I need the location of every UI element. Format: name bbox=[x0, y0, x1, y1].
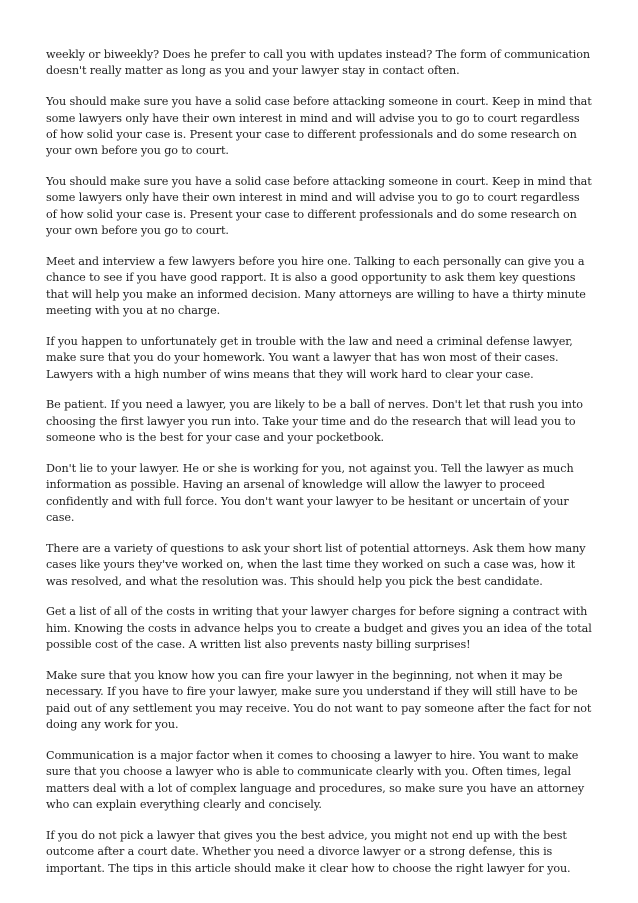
paragraph-8: There are a variety of questions to ask your short list of potential attorneys. Ask them how many cases like yours they've worked on, when the last time they worked on such a case was, how it was resolved, and what the resolution was. This should help you pick the best candidate. bbox=[46, 541, 586, 588]
paragraph-6: Be patient. If you need a lawyer, you are likely to be a ball of nerves. Don't let that rush you into choosing the first lawyer you run into. Take your time and do the research that will lead you to someone who is the best for your case and your pocketbook. bbox=[46, 398, 583, 445]
paragraph-2: You should make sure you have a solid case before attacking someone in court. Keep in mind that some lawyers only have their own interest in mind and will advise you to go to court regardless of how solid your case is. Present your case to different professionals and do some research on your own before you go to court. bbox=[46, 95, 592, 158]
paragraph-4: Meet and interview a few lawyers before you hire one. Talking to each personally can give you a chance to see if you have good rapport. It is also a good opportunity to ask them key questions that will help you make an informed decision. Many attorneys are willing to have a thirty minute meeting with you at no charge. bbox=[46, 254, 586, 318]
paragraph-1: weekly or biweekly? Does he prefer to call you with updates instead? The form of communication doesn't really matter as long as you and your lawyer stay in contact often. bbox=[46, 48, 591, 78]
paragraph-11: Communication is a major factor when it comes to choosing a lawyer to hire. You want to make sure that you choose a lawyer who is able to communicate clearly with you. Often times, legal matters deal with a lot of complex language and procedures, so make sure you have an attorney who can explain everything clearly and concisely. bbox=[46, 748, 585, 811]
paragraph-9: Get a list of all of the costs in writing that your lawyer charges for before signing a contract with him. Knowing the costs in advance helps you to create a budget and gives you an idea of the total possible cost of the case. A written list also prevents nasty billing surprises! bbox=[46, 605, 592, 652]
paragraph-7: Don't lie to your lawyer. He or she is working for you, not against you. Tell the lawyer as much information as possible. Having an arsenal of knowledge will allow the lawyer to proceed confidently and with full force. You don't want your lawyer to be hesitant or uncertain of your case. bbox=[46, 461, 574, 525]
document-page bbox=[46, 47, 592, 891]
paragraph-10: Make sure that you know how you can fire your lawyer in the beginning, not when it may be necessary. If you have to fire your lawyer, make sure you understand if they will still have to be paid out of any settlement you may receive. You do not want to pay someone after the fact for not doing any work for you. bbox=[46, 668, 592, 732]
paragraph-3: You should make sure you have a solid case before attacking someone in court. Keep in mind that some lawyers only have their own interest in mind and will advise you to go to court regardless of how solid your case is. Present your case to different professionals and do some research on your own before you go to court. bbox=[46, 175, 592, 238]
paragraph-12: If you do not pick a lawyer that gives you the best advice, you might not end up with the best outcome after a court date. Whether you need a divorce lawyer or a strong defense, this is important. The tips in this article should make it clear how to choose the right lawyer for you. bbox=[46, 828, 571, 875]
paragraph-5: If you happen to unfortunately get in trouble with the law and need a criminal defense lawyer, make sure that you do your homework. You want a lawyer that has won most of their cases. Lawyers with a high number of wins means that they will work hard to clear your case. bbox=[46, 334, 573, 381]
